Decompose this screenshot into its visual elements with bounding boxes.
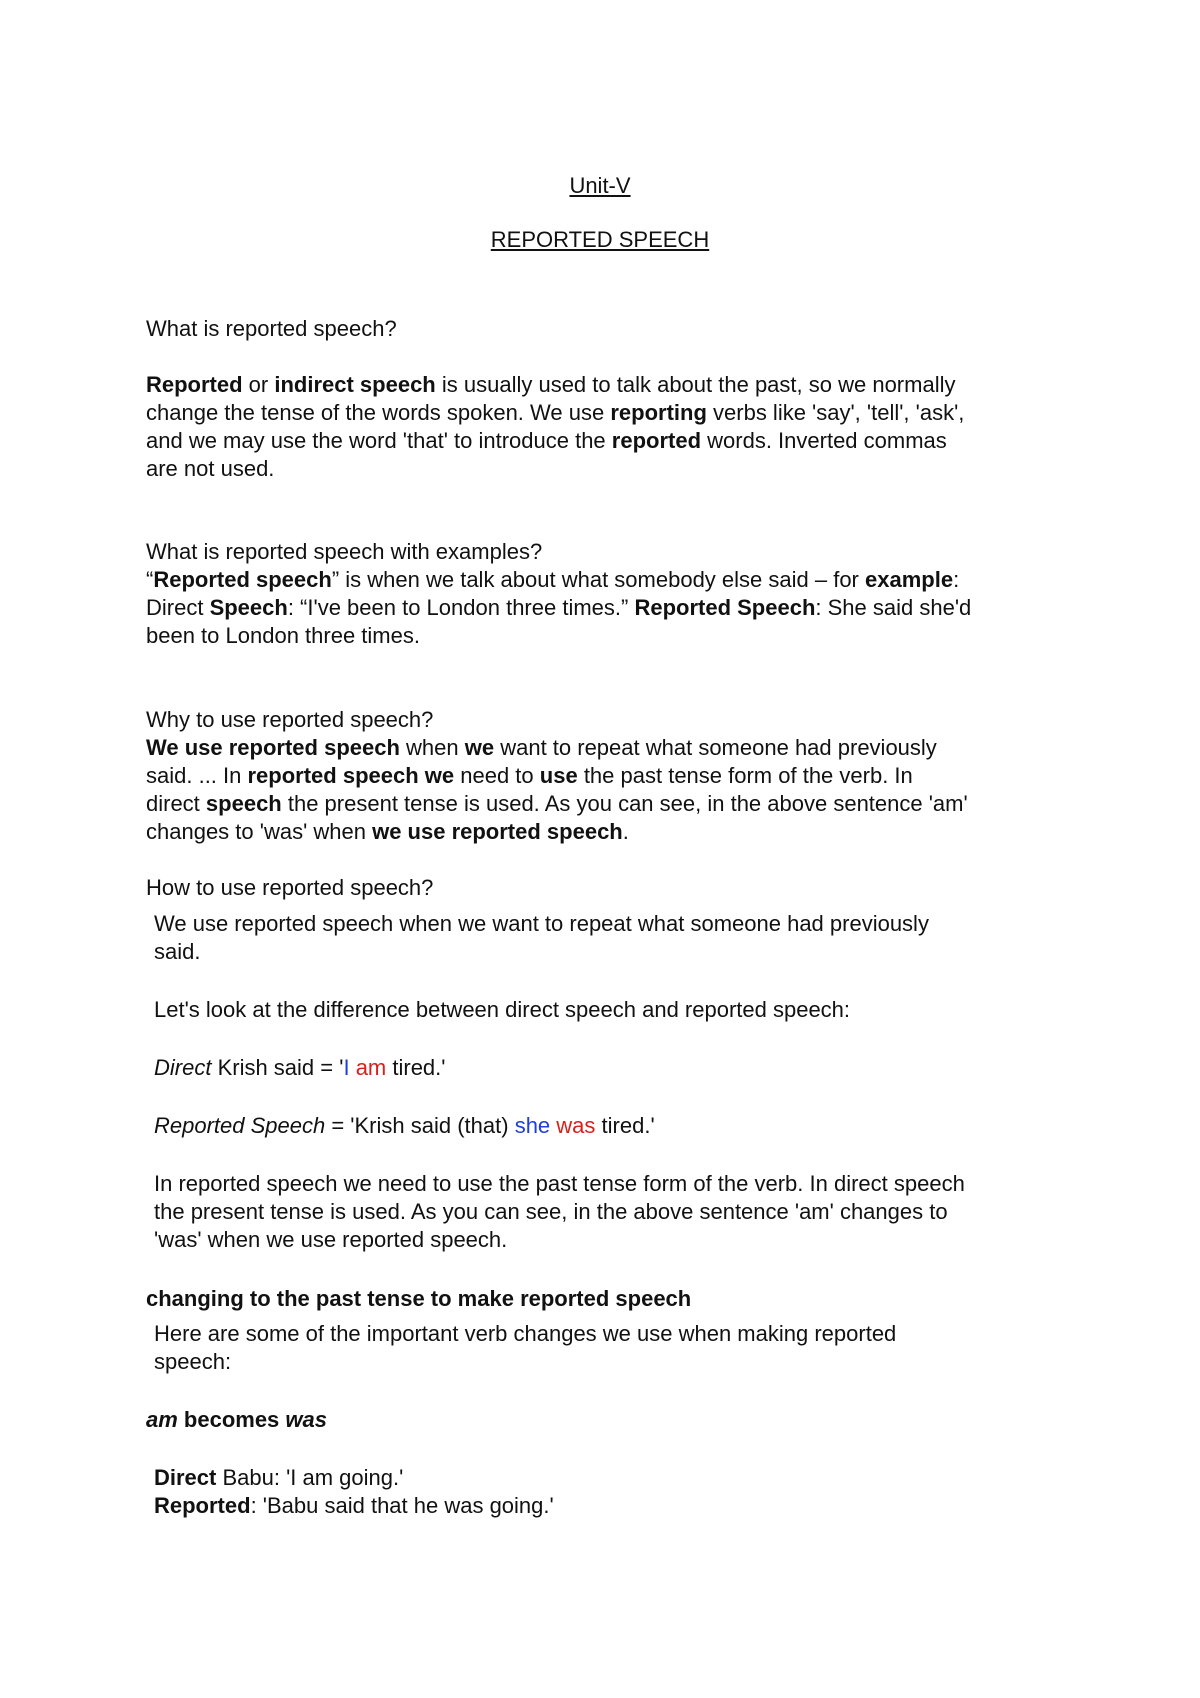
- paragraph-line: In reported speech we need to use the past tense form of the verb. In direct speech: [154, 1171, 965, 1196]
- verb-to: was: [285, 1407, 327, 1432]
- page-title: REPORTED SPEECH: [490, 227, 710, 252]
- paragraph-line: [146, 762, 913, 790]
- bold-term: Reported speech: [153, 567, 332, 592]
- verb-from: am: [146, 1407, 178, 1432]
- question-how: How to use reported speech?: [146, 875, 434, 900]
- text-run: = 'Krish said (that): [325, 1113, 515, 1138]
- paragraph-line: We use reported speech when we want to repeat what someone had previously: [154, 911, 929, 936]
- bold-term: indirect speech: [274, 372, 436, 397]
- text-run: when: [399, 735, 465, 760]
- bold-term: Reported Speech: [634, 595, 816, 620]
- bold-term: Speech: [209, 595, 288, 620]
- example-reported: [154, 1112, 655, 1140]
- text-run: said. ... In: [146, 763, 248, 788]
- bold-term: example: [865, 567, 954, 592]
- text-run: .: [622, 819, 629, 844]
- text-run: Babu: 'I am going.': [216, 1465, 404, 1490]
- question-examples: What is reported speech with examples?: [146, 539, 543, 564]
- text-run: or: [242, 372, 275, 397]
- bold-term: We use reported speech: [146, 735, 400, 760]
- text-run: the past tense form of the verb. In: [577, 763, 913, 788]
- highlight-pronoun: I: [343, 1055, 350, 1080]
- paragraph-line: said.: [154, 939, 201, 964]
- bold-term: reported: [611, 428, 702, 453]
- example-reported: [154, 1492, 554, 1520]
- example-direct: [154, 1464, 403, 1492]
- text-run: changes to 'was' when: [146, 819, 373, 844]
- paragraph-line: [146, 427, 947, 455]
- text-run: tired.': [386, 1055, 446, 1080]
- text-run: change the tense of the words spoken. We use: [146, 400, 611, 425]
- text-run: want to repeat what someone had previously: [494, 735, 937, 760]
- section-heading: [146, 1285, 691, 1313]
- paragraph-line: the present tense is used. As you can see, in the above sentence 'am' changes to: [154, 1199, 948, 1224]
- text-run: verbs like 'say', 'tell', 'ask',: [706, 400, 965, 425]
- text-run: “: [146, 567, 154, 592]
- text-run: :: [953, 567, 960, 592]
- paragraph-line: [146, 399, 964, 427]
- bold-term: Reported: [154, 1493, 251, 1518]
- italic-term: Direct: [154, 1055, 212, 1080]
- text-run: Krish said = ': [211, 1055, 344, 1080]
- subheading: [146, 1406, 327, 1434]
- text-run: : “I've been to London three times.”: [287, 595, 635, 620]
- paragraph-line: speech:: [154, 1349, 232, 1374]
- text-run: the present tense is used. As you can see, in the above sentence 'am': [281, 791, 968, 816]
- paragraph-line: Here are some of the important verb changes we use when making reported: [154, 1321, 897, 1346]
- unit-heading: Unit-V: [569, 173, 631, 198]
- bold-term: use: [539, 763, 578, 788]
- text-run: : She said she'd: [815, 595, 972, 620]
- heading-text: changing to the past tense to make reported speech: [146, 1286, 692, 1311]
- text-run: is usually used to talk about the past, so we normally: [435, 372, 956, 397]
- text-run: words. Inverted commas: [701, 428, 947, 453]
- text-run: becomes: [177, 1407, 286, 1432]
- paragraph-line: [146, 818, 629, 846]
- paragraph-line: Let's look at the difference between direct speech and reported speech:: [154, 997, 851, 1022]
- highlight-verb: was: [556, 1113, 596, 1138]
- bold-term: we: [464, 735, 495, 760]
- paragraph-line: [146, 790, 968, 818]
- bold-term: we use reported speech: [372, 819, 623, 844]
- paragraph-line: [146, 371, 955, 399]
- bold-term: speech: [205, 791, 282, 816]
- bold-term: Reported: [146, 372, 243, 397]
- paragraph-line: [146, 566, 959, 594]
- text-run: need to: [454, 763, 540, 788]
- text-run: and we may use the word 'that' to introduce the: [146, 428, 612, 453]
- bold-term: reported speech we: [247, 763, 455, 788]
- paragraph-line: [146, 594, 971, 622]
- paragraph-line: been to London three times.: [146, 623, 420, 648]
- paragraph-line: 'was' when we use reported speech.: [154, 1227, 508, 1252]
- text-run: tired.': [595, 1113, 655, 1138]
- text-run: ” is when we talk about what somebody else said – for: [331, 567, 865, 592]
- bold-term: Direct: [154, 1465, 217, 1490]
- italic-term: Reported Speech: [154, 1113, 326, 1138]
- bold-term: reporting: [610, 400, 707, 425]
- question-why: Why to use reported speech?: [146, 707, 434, 732]
- paragraph-line: are not used.: [146, 456, 275, 481]
- question-what-is: What is reported speech?: [146, 316, 397, 341]
- highlight-verb: am: [355, 1055, 387, 1080]
- text-run: direct: [146, 791, 206, 816]
- text-run: Direct: [146, 595, 210, 620]
- paragraph-line: [146, 734, 937, 762]
- highlight-pronoun: she: [514, 1113, 551, 1138]
- text-run: : 'Babu said that he was going.': [250, 1493, 554, 1518]
- example-direct: [154, 1054, 445, 1082]
